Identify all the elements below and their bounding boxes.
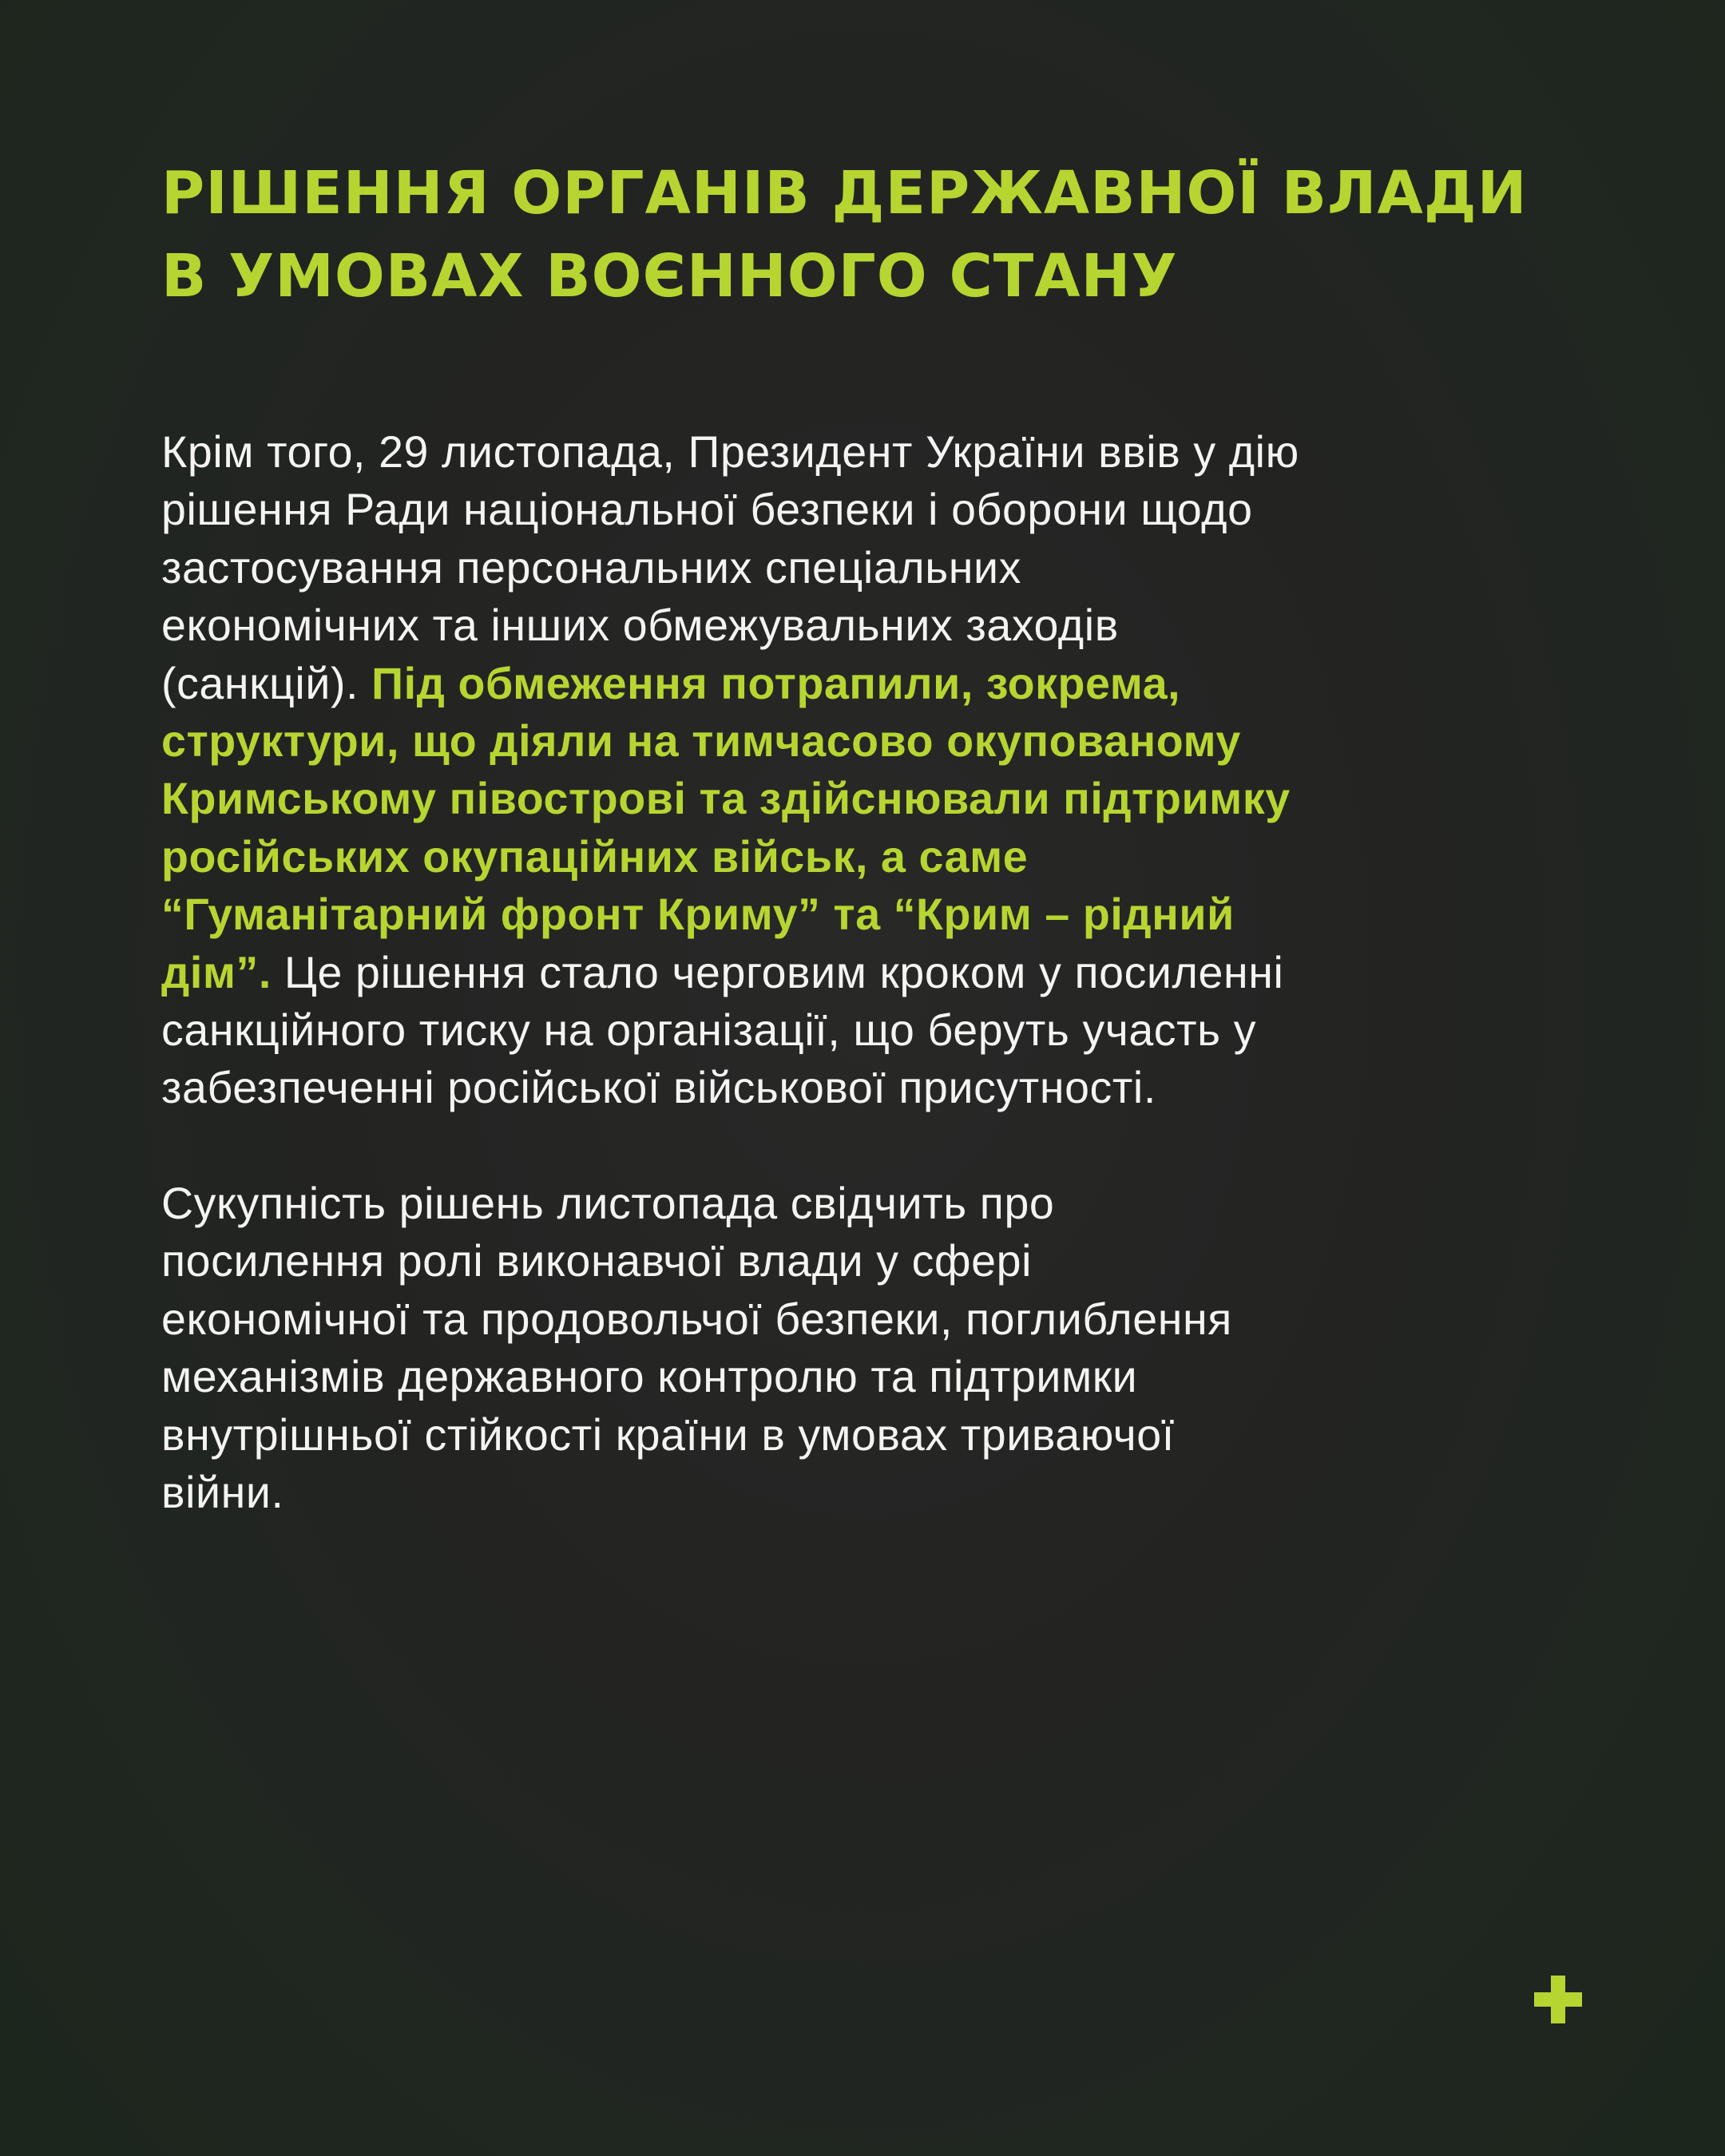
plain-text: Це рішення стало черговим кроком у посиленні [284,947,1284,997]
highlighted-line: “Гуманітарний фронт Криму” та “Крим – рідний [161,890,1235,940]
highlighted-text: дім”. [161,947,272,997]
paragraph-2-line: економічної та продовольчої безпеки, поглиблення [161,1294,1232,1344]
paragraph-1-line [161,944,1583,1001]
title-line-1: РІШЕННЯ ОРГАНІВ ДЕРЖАВНОЇ ВЛАДИ [161,159,1528,228]
highlighted-line: російських окупаційних військ, а саме [161,831,1029,882]
paragraph-1-line: економічних та інших обмежувальних заходів [161,600,1119,651]
highlighted-text: Під обмеження потрапили, зокрема, [371,658,1181,708]
paragraph-1-line: застосування персональних спеціальних [161,542,1021,593]
paragraph-2-line: посилення ролі виконавчої влади у сфері [161,1236,1033,1286]
paragraph-2-line: Сукупність рішень листопада свідчить про [161,1178,1055,1228]
paragraph-2-line: війни. [161,1467,284,1517]
paragraph-2 [161,1175,1583,1521]
paragraph-1 [161,423,1583,1117]
page-title [161,152,1583,318]
paragraph-2-line: внутрішньої стійкості країни в умовах триваючої [161,1409,1175,1460]
highlighted-line: Кримському півострові та здійснювали підтримку [161,774,1291,824]
plus-icon [1534,1976,1582,2023]
title-line-2: В УМОВАХ ВОЄННОГО СТАНУ [161,242,1178,311]
plain-text: (санкцій). [161,658,359,708]
body-text [161,423,1583,1521]
highlighted-line: структури, що діяли на тимчасово окупованому [161,716,1241,767]
paragraph-1-line: забезпеченні російської військової присутності. [161,1063,1156,1113]
paragraph-1-line [161,655,1583,712]
paragraph-1-line: санкційного тиску на організації, що беруть участь у [161,1005,1257,1056]
paragraph-2-line: механізмів державного контролю та підтримки [161,1352,1138,1402]
paragraph-1-line: Крім того, 29 листопада, Президент України ввів у дію [161,427,1299,477]
paragraph-1-line: рішення Ради національної безпеки і оборони щодо [161,485,1253,535]
paragraph-gap [161,1117,1583,1175]
